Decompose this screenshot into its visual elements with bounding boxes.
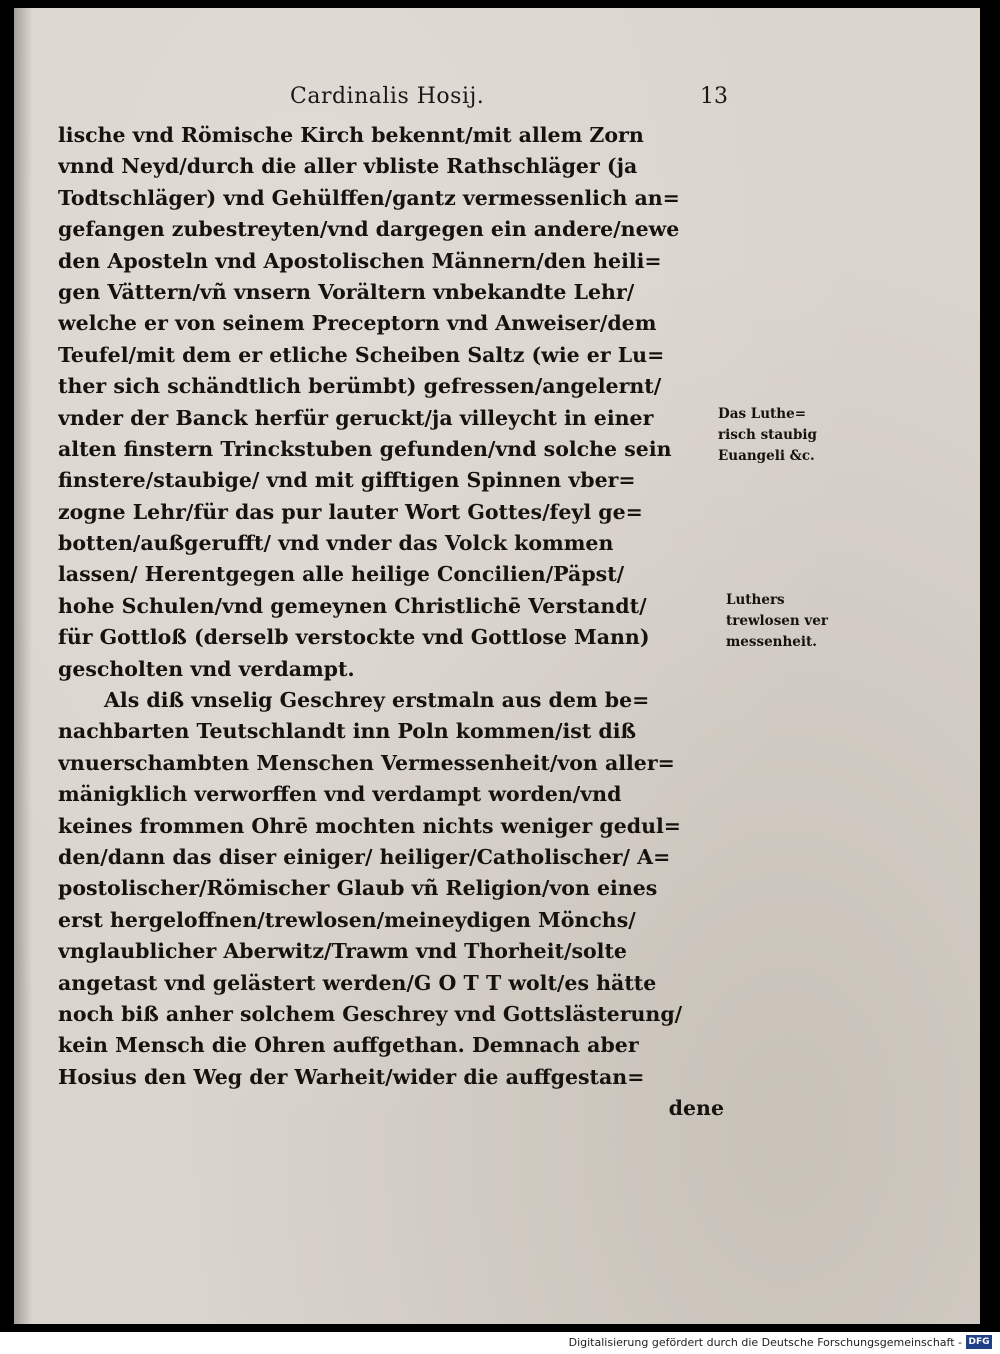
margin-note-luther-presumption [726,590,856,653]
text-line: erst hergeloffnen/trewlosen/meineydigen Mönchs/ [58,907,636,932]
text-line-paragraph-start: Als diß vnselig Geschrey erstmaln aus dem be= [104,688,650,713]
text-line: angetast vnd gelästert werden/G O T T wolt/es hätte [58,970,657,995]
text-line: welche er von seinem Preceptorn vnd Anweiser/dem [58,311,657,336]
text-line: den Aposteln vnd Apostolischen Männern/den heili= [58,248,662,273]
text-line: Teufel/mit dem er etliche Scheiben Saltz (wie er Lu= [58,342,665,367]
text-line: Hosius den Weg der Warheit/wider die auffgestan= [58,1064,645,1089]
text-line: postolischer/Römischer Glaub vñ Religion/von eines [58,876,658,901]
margin-note-line: Das Luthe= [718,406,807,422]
text-line: lische vnd Römische Kirch bekennt/mit allem Zorn [58,123,644,147]
text-line: gescholten vnd verdampt. [58,656,355,681]
text-line: vnnd Neyd/durch die aller vbliste Rathschläger (ja [58,154,638,179]
text-line: für Gottloß (derselb verstockte vnd Gottlose Mann) [58,625,650,650]
text-line: keines frommen Ohrē mochten nichts weniger gedul= [58,813,681,838]
dfg-logo: DFG [966,1335,992,1349]
body-text-block [58,120,728,1125]
margin-note-line: risch staubig [718,427,817,443]
margin-note-line: Euangeli &c. [718,448,815,464]
text-line: vnder der Banck herfür geruckt/ja villeycht in einer [58,405,654,430]
text-line: ther sich schändtlich berümbt) gefressen/angelernt/ [58,374,662,399]
text-line: zogne Lehr/für das pur lauter Wort Gottes/feyl ge= [58,499,643,524]
running-head: Cardinalis Hosij. [290,84,485,109]
page-number: 13 [700,84,728,109]
text-line: nachbarten Teutschlandt inn Poln kommen/ist diß [58,719,637,744]
text-line: alten finstern Trinckstuben gefunden/vnd solche sein [58,436,672,461]
text-line: finstere/staubige/ vnd mit gifftigen Spinnen vber= [58,468,636,493]
digitization-credit: Digitalisierung gefördert durch die Deutsche Forschungsgemeinschaft - [568,1336,962,1349]
text-line: hohe Schulen/vnd gemeynen Christlichē Verstandt/ [58,593,647,618]
text-line: noch biß anher solchem Geschrey vnd Gottslästerung/ [58,1001,683,1026]
text-line: gen Vättern/vñ vnsern Vorältern vnbekandte Lehr/ [58,279,635,304]
text-line: gefangen zubestreyten/vnd dargegen ein andere/newe [58,217,680,242]
text-line: vnglaublicher Aberwitz/Trawm vnd Thorheit/solte [58,939,627,964]
text-line: vnuerschambten Menschen Vermessenheit/von aller= [58,750,675,775]
margin-note-line: Luthers [726,592,785,608]
gutter-shadow [14,8,32,1324]
text-line: mänigklich verworffen vnd verdampt worden/vnd [58,782,622,807]
margin-note-line: trewlosen ver [726,613,828,629]
text-line: lassen/ Herentgegen alle heilige Concilien/Päpst/ [58,562,625,587]
margin-note-line: messenheit. [726,634,817,650]
text-line: botten/außgerufft/ vnd vnder das Volck kommen [58,531,614,556]
catchword: dene [668,1096,724,1121]
text-line: Todtschläger) vnd Gehülffen/gantz vermessenlich an= [58,185,680,210]
margin-note-luther-gospel [718,404,848,467]
text-line: den/dann das diser einiger/ heiliger/Catholischer/ A= [58,844,671,869]
text-line: kein Mensch die Ohren auffgethan. Demnach aber [58,1033,639,1058]
